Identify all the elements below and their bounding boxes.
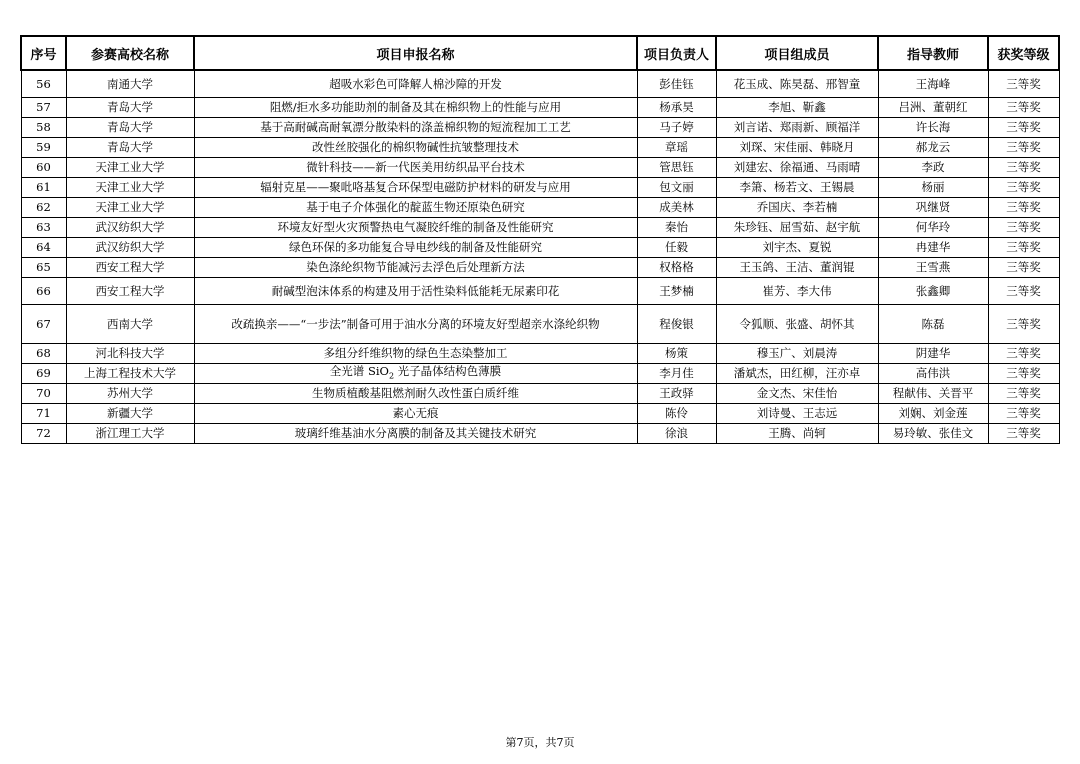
cell-project: 绿色环保的多功能复合导电纱线的制备及性能研究 (194, 238, 637, 258)
cell-award: 三等奖 (988, 158, 1059, 178)
cell-advisor: 王海峰 (878, 70, 988, 98)
cell-leader: 李月佳 (637, 364, 716, 384)
cell-advisor: 吕洲、董朝红 (878, 98, 988, 118)
cell-school: 武汉纺织大学 (66, 218, 194, 238)
cell-school: 武汉纺织大学 (66, 238, 194, 258)
project-text: 全光谱 SiO (329, 363, 389, 378)
cell-award: 三等奖 (988, 364, 1059, 384)
cell-project: 基于电子介体强化的靛蓝生物还原染色研究 (194, 198, 637, 218)
cell-no: 62 (21, 198, 66, 218)
cell-no: 67 (21, 305, 66, 344)
cell-project: 染色涤纶织物节能减污去浮色后处理新方法 (194, 258, 637, 278)
cell-project: 多组分纤维织物的绿色生态染整加工 (194, 344, 637, 364)
table-row (21, 158, 1059, 178)
cell-leader: 任毅 (637, 238, 716, 258)
cell-award: 三等奖 (988, 424, 1059, 444)
cell-award: 三等奖 (988, 198, 1059, 218)
cell-school: 浙江理工大学 (66, 424, 194, 444)
cell-project: 超吸水彩色可降解人棉沙障的开发 (194, 70, 637, 98)
cell-project: 辐射克星——聚吡咯基复合环保型电磁防护材料的研发与应用 (194, 178, 637, 198)
cell-school: 上海工程技术大学 (66, 364, 194, 384)
cell-members: 刘建宏、徐福通、马雨晴 (716, 158, 878, 178)
cell-leader: 成美林 (637, 198, 716, 218)
cell-project: 环境友好型火灾预警热电气凝胶纤维的制备及性能研究 (194, 218, 637, 238)
cell-no: 59 (21, 138, 66, 158)
cell-no: 72 (21, 424, 66, 444)
cell-members: 乔国庆、李若楠 (716, 198, 878, 218)
cell-award: 三等奖 (988, 238, 1059, 258)
cell-members: 崔芳、李大伟 (716, 278, 878, 305)
cell-no: 57 (21, 98, 66, 118)
cell-members: 李箫、杨若文、王锡晨 (716, 178, 878, 198)
cell-advisor: 许长海 (878, 118, 988, 138)
table-row (21, 70, 1059, 98)
cell-advisor: 程献伟、关晋平 (878, 384, 988, 404)
cell-school: 河北科技大学 (66, 344, 194, 364)
cell-award: 三等奖 (988, 305, 1059, 344)
cell-school: 南通大学 (66, 70, 194, 98)
cell-award: 三等奖 (988, 118, 1059, 138)
cell-school: 青岛大学 (66, 98, 194, 118)
cell-advisor: 陈磊 (878, 305, 988, 344)
awards-table (20, 35, 1060, 444)
header-advisor: 指导教师 (878, 36, 988, 70)
header-school: 参赛高校名称 (66, 36, 194, 70)
header-project: 项目申报名称 (194, 36, 637, 70)
cell-award: 三等奖 (988, 218, 1059, 238)
header-row (21, 36, 1059, 70)
cell-project: 基于高耐碱高耐氧漂分散染料的涤盖棉织物的短流程加工工艺 (194, 118, 637, 138)
cell-leader: 王政驿 (637, 384, 716, 404)
cell-no: 58 (21, 118, 66, 138)
cell-members: 潘斌杰，田红柳，汪亦卓 (716, 364, 878, 384)
cell-advisor: 冉建华 (878, 238, 988, 258)
table-row (21, 238, 1059, 258)
header-award: 获奖等级 (988, 36, 1059, 70)
table-row (21, 178, 1059, 198)
cell-project: 改性丝胶强化的棉织物碱性抗皱整理技术 (194, 138, 637, 158)
cell-no: 70 (21, 384, 66, 404)
cell-project: 微针科技——新一代医美用纺织品平台技术 (194, 158, 637, 178)
cell-no: 69 (21, 364, 66, 384)
table-row (21, 305, 1059, 344)
cell-project: 耐碱型泡沫体系的构建及用于活性染料低能耗无尿素印花 (194, 278, 637, 305)
cell-no: 60 (21, 158, 66, 178)
cell-members: 王玉鸽、王洁、董润锟 (716, 258, 878, 278)
cell-school: 青岛大学 (66, 138, 194, 158)
table-row (21, 218, 1059, 238)
cell-leader: 章瑶 (637, 138, 716, 158)
cell-members: 王腾、尚轲 (716, 424, 878, 444)
cell-advisor: 张鑫卿 (878, 278, 988, 305)
cell-leader: 王梦楠 (637, 278, 716, 305)
cell-award: 三等奖 (988, 98, 1059, 118)
cell-leader: 管思钰 (637, 158, 716, 178)
table-row (21, 344, 1059, 364)
table-row (21, 424, 1059, 444)
cell-leader: 马子婷 (637, 118, 716, 138)
cell-advisor: 杨丽 (878, 178, 988, 198)
cell-school: 天津工业大学 (66, 178, 194, 198)
cell-school: 青岛大学 (66, 118, 194, 138)
table-row (21, 98, 1059, 118)
table-row (21, 404, 1059, 424)
cell-members: 李旭、靳鑫 (716, 98, 878, 118)
cell-advisor: 巩继贤 (878, 198, 988, 218)
table-row (21, 118, 1059, 138)
cell-leader: 包文丽 (637, 178, 716, 198)
project-text-tail: 光子晶体结构色薄膜 (394, 363, 502, 378)
cell-no: 63 (21, 218, 66, 238)
cell-school: 苏州大学 (66, 384, 194, 404)
cell-project: 玻璃纤维基油水分离膜的制备及其关键技术研究 (194, 424, 637, 444)
cell-no: 68 (21, 344, 66, 364)
page-footer: 第7页，共7页 (505, 736, 575, 749)
header-members: 项目组成员 (716, 36, 878, 70)
header-leader: 项目负责人 (637, 36, 716, 70)
cell-leader: 陈伶 (637, 404, 716, 424)
table-row (21, 258, 1059, 278)
cell-members: 花玉成、陈昊磊、邢智童 (716, 70, 878, 98)
cell-no: 56 (21, 70, 66, 98)
cell-award: 三等奖 (988, 70, 1059, 98)
cell-advisor: 阴建华 (878, 344, 988, 364)
cell-no: 71 (21, 404, 66, 424)
cell-no: 66 (21, 278, 66, 305)
cell-advisor: 刘娴、刘金莲 (878, 404, 988, 424)
cell-members: 刘诗曼、王志远 (716, 404, 878, 424)
cell-members: 朱珍钰、屈雪茹、赵宇航 (716, 218, 878, 238)
cell-leader: 杨承昊 (637, 98, 716, 118)
cell-school: 新疆大学 (66, 404, 194, 424)
cell-project: 素心无痕 (194, 404, 637, 424)
cell-project (194, 364, 637, 384)
cell-members: 令狐顺、张盛、胡怀其 (716, 305, 878, 344)
cell-members: 穆玉广、刘晨涛 (716, 344, 878, 364)
table-row (21, 198, 1059, 218)
cell-no: 65 (21, 258, 66, 278)
cell-project: 生物质植酸基阻燃剂耐久改性蛋白质纤维 (194, 384, 637, 404)
cell-advisor: 王雪燕 (878, 258, 988, 278)
cell-award: 三等奖 (988, 258, 1059, 278)
cell-award: 三等奖 (988, 384, 1059, 404)
cell-award: 三等奖 (988, 404, 1059, 424)
cell-school: 西南大学 (66, 305, 194, 344)
header-no: 序号 (21, 36, 66, 70)
cell-no: 64 (21, 238, 66, 258)
cell-school: 天津工业大学 (66, 198, 194, 218)
cell-leader: 权格格 (637, 258, 716, 278)
table-row (21, 384, 1059, 404)
cell-leader: 杨策 (637, 344, 716, 364)
cell-advisor: 何华玲 (878, 218, 988, 238)
cell-members: 金文杰、宋佳怡 (716, 384, 878, 404)
cell-no: 61 (21, 178, 66, 198)
cell-advisor: 李政 (878, 158, 988, 178)
cell-members: 刘宇杰、夏锐 (716, 238, 878, 258)
cell-leader: 秦怡 (637, 218, 716, 238)
cell-advisor: 易玲敏、张佳文 (878, 424, 988, 444)
cell-members: 刘琛、宋佳丽、韩晓月 (716, 138, 878, 158)
cell-award: 三等奖 (988, 344, 1059, 364)
table-row (21, 138, 1059, 158)
cell-award: 三等奖 (988, 138, 1059, 158)
subscript: 2 (388, 371, 395, 381)
cell-project: 改疏换亲——“一步法”制备可用于油水分离的环境友好型超亲水涤纶织物 (194, 305, 637, 344)
cell-award: 三等奖 (988, 178, 1059, 198)
table-row (21, 278, 1059, 305)
cell-school: 天津工业大学 (66, 158, 194, 178)
cell-leader: 徐浪 (637, 424, 716, 444)
cell-advisor: 郝龙云 (878, 138, 988, 158)
cell-members: 刘言诺、郑雨新、顾福洋 (716, 118, 878, 138)
cell-school: 西安工程大学 (66, 278, 194, 305)
table-body (21, 70, 1059, 444)
cell-leader: 彭佳钰 (637, 70, 716, 98)
cell-leader: 程俊银 (637, 305, 716, 344)
cell-school: 西安工程大学 (66, 258, 194, 278)
cell-award: 三等奖 (988, 278, 1059, 305)
table-row (21, 364, 1059, 384)
cell-project: 阻燃/拒水多功能助剂的制备及其在棉织物上的性能与应用 (194, 98, 637, 118)
cell-advisor: 高伟洪 (878, 364, 988, 384)
